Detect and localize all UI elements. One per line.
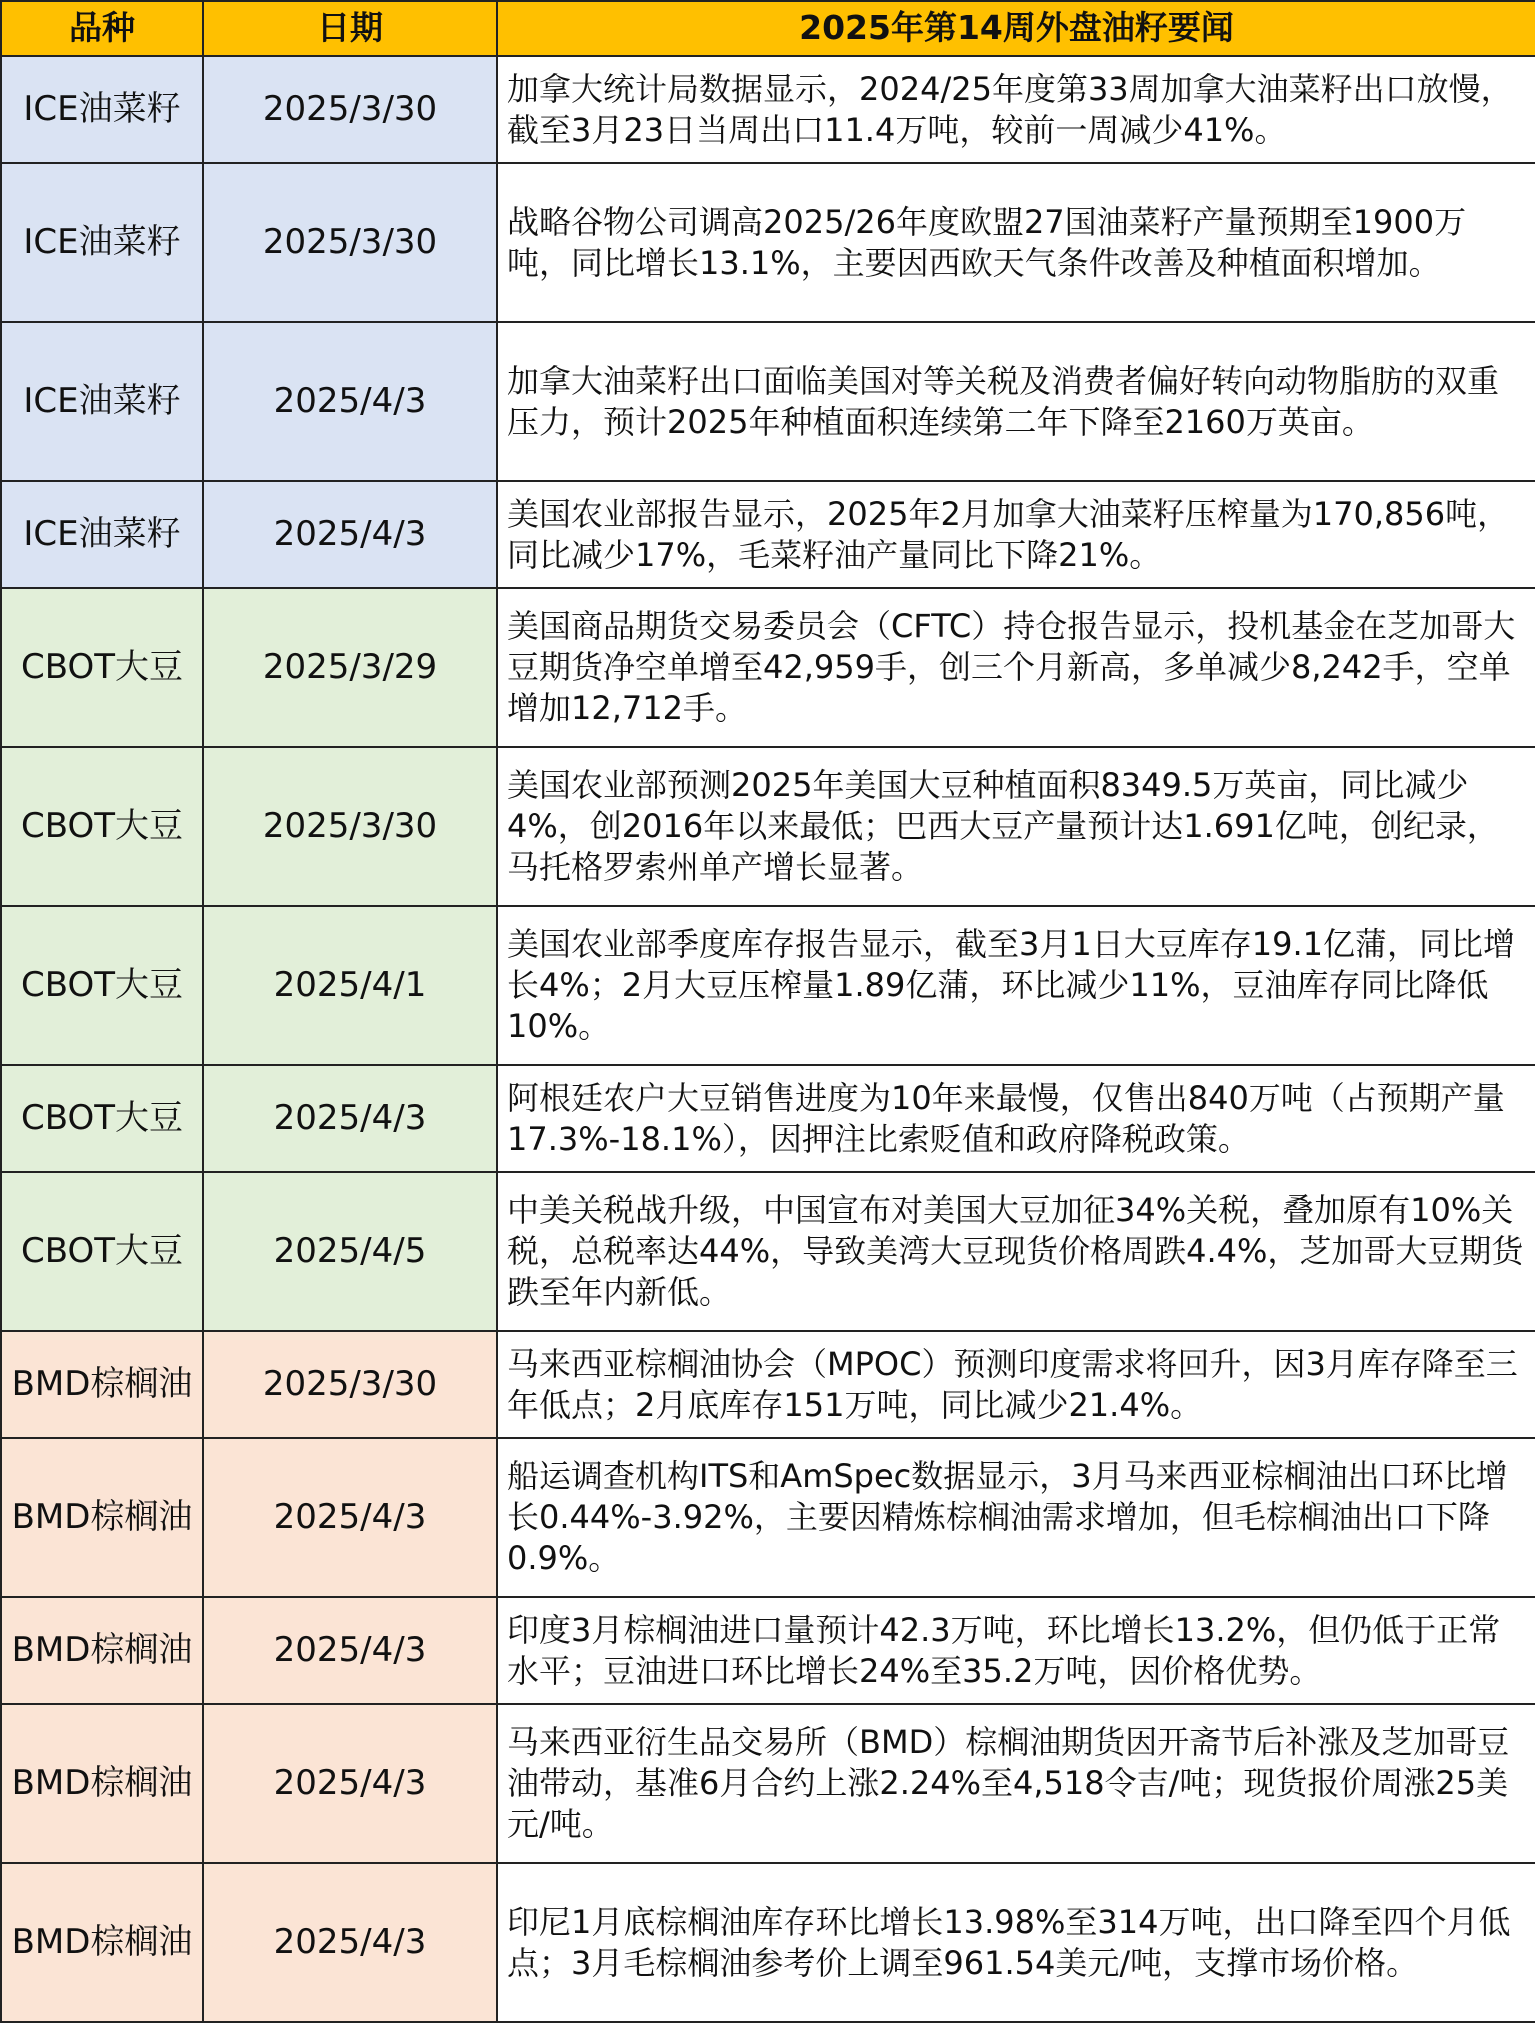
variety-cell: BMD棕榈油 <box>1 1863 203 2022</box>
table-row <box>1 322 1535 481</box>
header-title: 2025年第14周外盘油籽要闻 <box>497 1 1535 56</box>
variety-cell: ICE油菜籽 <box>1 322 203 481</box>
variety-cell: BMD棕榈油 <box>1 1331 203 1438</box>
variety-cell: ICE油菜籽 <box>1 56 203 163</box>
table-row <box>1 1438 1535 1597</box>
date-cell: 2025/4/3 <box>203 1863 497 2022</box>
news-content-cell: 印度3月棕榈油进口量预计42.3万吨，环比增长13.2%，但仍低于正常水平；豆油进口环比增长24%至35.2万吨，因价格优势。 <box>497 1597 1535 1704</box>
date-cell: 2025/4/3 <box>203 1597 497 1704</box>
header-date: 日期 <box>203 1 497 56</box>
variety-cell: BMD棕榈油 <box>1 1704 203 1863</box>
variety-cell: CBOT大豆 <box>1 747 203 906</box>
date-cell: 2025/4/3 <box>203 1065 497 1172</box>
date-cell: 2025/3/30 <box>203 56 497 163</box>
date-cell: 2025/3/30 <box>203 1331 497 1438</box>
variety-cell: ICE油菜籽 <box>1 163 203 322</box>
table-row <box>1 481 1535 588</box>
news-content-cell: 印尼1月底棕榈油库存环比增长13.98%至314万吨，出口降至四个月低点；3月毛棕榈油参考价上调至961.54美元/吨，支撑市场价格。 <box>497 1863 1535 2022</box>
table-row <box>1 906 1535 1065</box>
news-content-cell: 马来西亚棕榈油协会（MPOC）预测印度需求将回升，因3月库存降至三年低点；2月底库存151万吨，同比减少21.4%。 <box>497 1331 1535 1438</box>
table-row <box>1 1863 1535 2022</box>
table-row <box>1 1331 1535 1438</box>
variety-cell: CBOT大豆 <box>1 906 203 1065</box>
news-content-cell: 美国农业部季度库存报告显示，截至3月1日大豆库存19.1亿蒲，同比增长4%；2月大豆压榨量1.89亿蒲，环比减少11%，豆油库存同比降低10%。 <box>497 906 1535 1065</box>
table-row <box>1 56 1535 163</box>
news-content-cell: 阿根廷农户大豆销售进度为10年来最慢，仅售出840万吨（占预期产量17.3%-18.1%），因押注比索贬值和政府降税政策。 <box>497 1065 1535 1172</box>
variety-cell: CBOT大豆 <box>1 1172 203 1331</box>
table-row <box>1 588 1535 747</box>
header-row <box>1 1 1535 56</box>
date-cell: 2025/3/30 <box>203 163 497 322</box>
date-cell: 2025/4/3 <box>203 1704 497 1863</box>
news-content-cell: 船运调查机构ITS和AmSpec数据显示，3月马来西亚棕榈油出口环比增长0.44%-3.92%，主要因精炼棕榈油需求增加，但毛棕榈油出口下降0.9%。 <box>497 1438 1535 1597</box>
variety-cell: CBOT大豆 <box>1 588 203 747</box>
news-content-cell: 美国农业部预测2025年美国大豆种植面积8349.5万英亩，同比减少4%，创2016年以来最低；巴西大豆产量预计达1.691亿吨，创纪录，马托格罗索州单产增长显著。 <box>497 747 1535 906</box>
news-content-cell: 中美关税战升级，中国宣布对美国大豆加征34%关税，叠加原有10%关税，总税率达44%，导致美湾大豆现货价格周跌4.4%，芝加哥大豆期货跌至年内新低。 <box>497 1172 1535 1331</box>
date-cell: 2025/4/3 <box>203 1438 497 1597</box>
news-content-cell: 美国商品期货交易委员会（CFTC）持仓报告显示，投机基金在芝加哥大豆期货净空单增至42,959手，创三个月新高，多单减少8,242手，空单增加12,712手。 <box>497 588 1535 747</box>
variety-cell: ICE油菜籽 <box>1 481 203 588</box>
news-content-cell: 加拿大油菜籽出口面临美国对等关税及消费者偏好转向动物脂肪的双重压力，预计2025年种植面积连续第二年下降至2160万英亩。 <box>497 322 1535 481</box>
date-cell: 2025/3/29 <box>203 588 497 747</box>
table-row <box>1 747 1535 906</box>
news-content-cell: 加拿大统计局数据显示，2024/25年度第33周加拿大油菜籽出口放慢，截至3月23日当周出口11.4万吨，较前一周减少41%。 <box>497 56 1535 163</box>
variety-cell: CBOT大豆 <box>1 1065 203 1172</box>
news-content-cell: 美国农业部报告显示，2025年2月加拿大油菜籽压榨量为170,856吨，同比减少17%，毛菜籽油产量同比下降21%。 <box>497 481 1535 588</box>
table-row <box>1 1704 1535 1863</box>
table-row <box>1 1065 1535 1172</box>
variety-cell: BMD棕榈油 <box>1 1597 203 1704</box>
table-row <box>1 1597 1535 1704</box>
date-cell: 2025/4/5 <box>203 1172 497 1331</box>
date-cell: 2025/4/3 <box>203 322 497 481</box>
table-row <box>1 163 1535 322</box>
table-row <box>1 1172 1535 1331</box>
news-content-cell: 马来西亚衍生品交易所（BMD）棕榈油期货因开斋节后补涨及芝加哥豆油带动，基准6月合约上涨2.24%至4,518令吉/吨；现货报价周涨25美元/吨。 <box>497 1704 1535 1863</box>
news-rows <box>1 56 1535 2022</box>
news-content-cell: 战略谷物公司调高2025/26年度欧盟27国油菜籽产量预期至1900万吨，同比增长13.1%，主要因西欧天气条件改善及种植面积增加。 <box>497 163 1535 322</box>
date-cell: 2025/4/1 <box>203 906 497 1065</box>
date-cell: 2025/4/3 <box>203 481 497 588</box>
date-cell: 2025/3/30 <box>203 747 497 906</box>
header-variety: 品种 <box>1 1 203 56</box>
variety-cell: BMD棕榈油 <box>1 1438 203 1597</box>
